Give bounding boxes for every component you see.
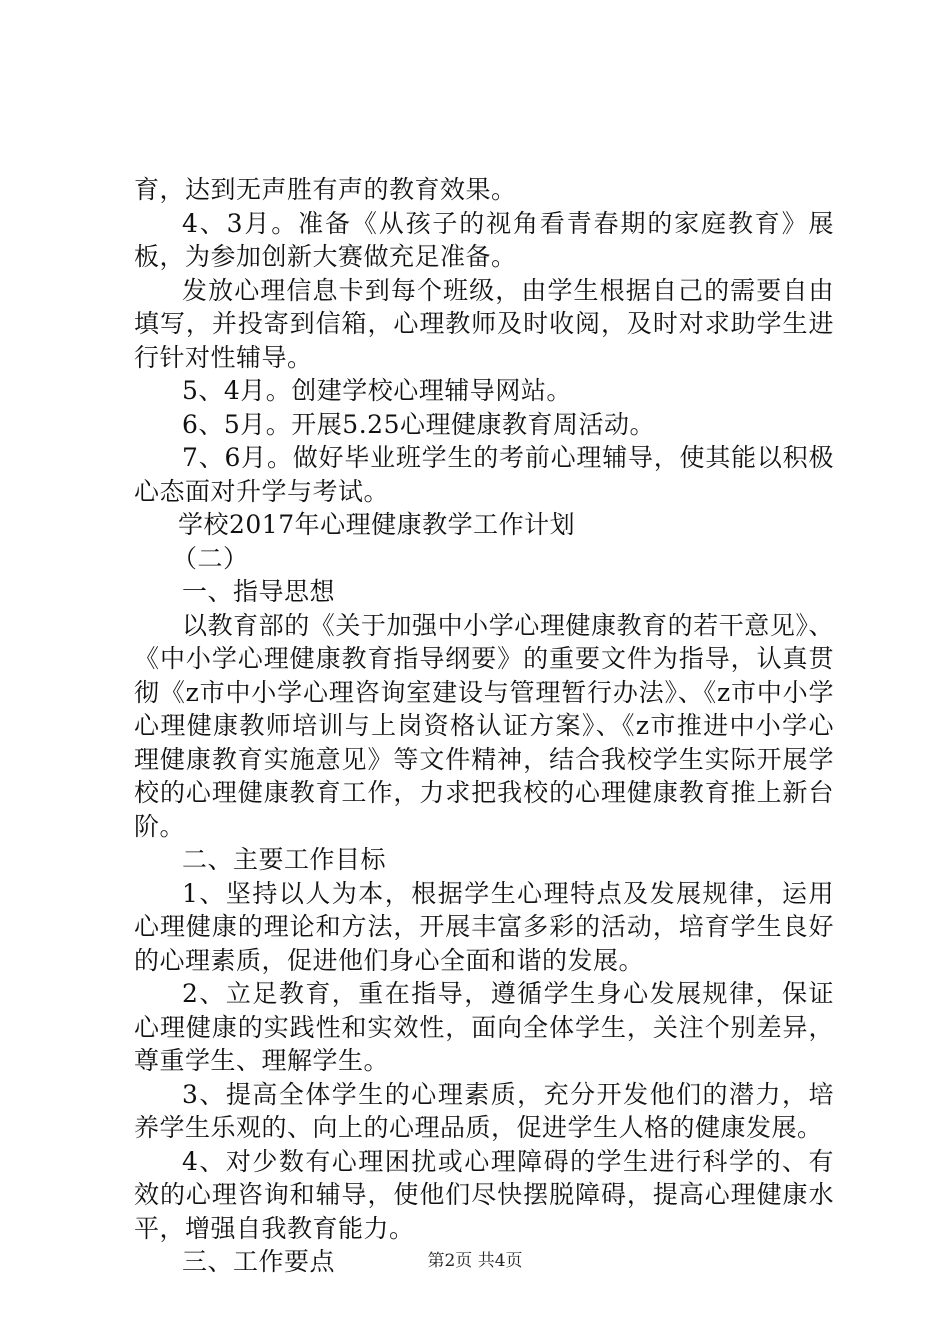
paragraph-item-7: 7、6月。做好毕业班学生的考前心理辅导，使其能以积极心态面对升学与考试。	[134, 443, 834, 506]
section-subtitle: （二）	[172, 543, 249, 573]
paragraph-guiding-thought: 以教育部的《关于加强中小学心理健康教育的若干意见》、《中小学心理健康教育指导纲要》的重要文件为指导，认真贯彻《z市中小学心理咨询室建设与管理暂行办法》、《z市中小学心理健康教师培训与上岗资格认证方案》、《z市推进中小学心理健康教育实施意见》等文件精神，结合我校学生实际开展学校的心理健康教育工作，力求把我校的心理健康教育推上新台阶。	[134, 610, 834, 841]
paragraph-goal-4: 4、对少数有心理困扰或心理障碍的学生进行科学的、有效的心理咨询和辅导，使他们尽快摆脱障碍，提高心理健康水平，增强自我教育能力。	[134, 1146, 834, 1243]
paragraph-item-6: 6、5月。开展5.25心理健康教育周活动。	[182, 409, 655, 439]
paragraph-goal-1: 1、坚持以人为本，根据学生心理特点及发展规律，运用心理健康的理论和方法，开展丰富多彩的活动，培育学生良好的心理素质，促进他们身心全面和谐的发展。	[134, 878, 834, 975]
paragraph-goal-3: 3、提高全体学生的心理素质，充分开发他们的潜力，培养学生乐观的、向上的心理品质，促进学生人格的健康发展。	[134, 1079, 834, 1142]
document-body	[134, 173, 834, 1279]
heading-work-points: 三、工作要点	[182, 1247, 336, 1276]
paragraph-continuation: 育，达到无声胜有声的教育效果。	[134, 175, 517, 204]
paragraph-item-5: 5、4月。创建学校心理辅导网站。	[182, 376, 572, 405]
heading-main-goals: 二、主要工作目标	[182, 845, 387, 874]
paragraph-goal-2: 2、立足教育，重在指导，遵循学生身心发展规律，保证心理健康的实践性和实效性，面向全体学生，关注个别差异，尊重学生、理解学生。	[134, 979, 834, 1075]
paragraph-item-4: 4、3月。准备《从孩子的视角看青春期的家庭教育》展板，为参加创新大赛做充足准备。	[134, 208, 834, 271]
heading-guiding-thought: 一、指导思想	[182, 577, 336, 606]
section-title: 学校2017年心理健康教学工作计划	[178, 510, 576, 539]
paragraph-info-card: 发放心理信息卡到每个班级，由学生根据自己的需要自由填写，并投寄到信箱，心理教师及时收阅，及时对求助学生进行针对性辅导。	[134, 275, 834, 372]
page-number-footer: 第2页 共4页	[427, 1251, 523, 1271]
